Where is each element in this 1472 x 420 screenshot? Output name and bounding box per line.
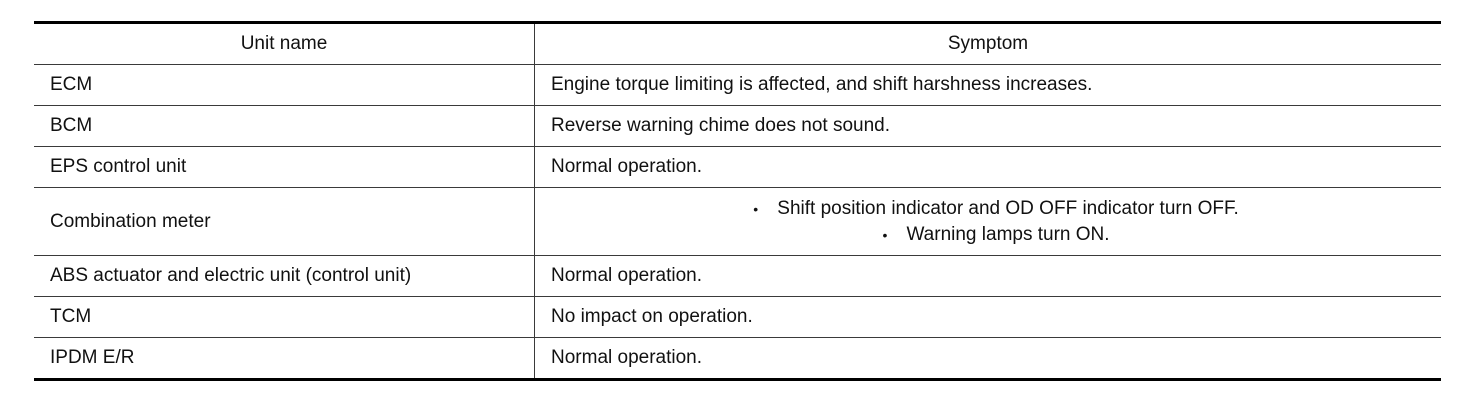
unit-name-cell: ABS actuator and electric unit (control unit) bbox=[34, 256, 535, 296]
symptom-cell: Normal operation. bbox=[551, 347, 703, 368]
bullet-dot-icon: • bbox=[882, 226, 888, 243]
symptom-cell: Normal operation. bbox=[551, 156, 703, 177]
symptom-table bbox=[34, 21, 1441, 381]
bullet-item bbox=[882, 222, 1109, 248]
unit-name-cell: Combination meter bbox=[34, 188, 535, 255]
unit-name-cell: ECM bbox=[34, 65, 535, 105]
bullet-dot-icon: • bbox=[753, 200, 759, 217]
symptom-cell: Reverse warning chime does not sound. bbox=[551, 115, 891, 136]
table-row bbox=[34, 255, 1441, 296]
header-symptom: Symptom bbox=[947, 33, 1029, 54]
bullet-item bbox=[753, 196, 1238, 222]
symptom-cell: Engine torque limiting is affected, and shift harshness increases. bbox=[551, 74, 1093, 95]
symptom-cell: Normal operation. bbox=[551, 265, 703, 286]
table-row bbox=[34, 64, 1441, 105]
unit-name-cell: TCM bbox=[34, 297, 535, 337]
table-row bbox=[34, 105, 1441, 146]
bullet-text: Shift position indicator and OD OFF indicator turn OFF. bbox=[777, 197, 1239, 219]
table-header-row bbox=[34, 24, 1441, 64]
unit-name-cell: IPDM E/R bbox=[34, 338, 535, 378]
unit-name-cell: EPS control unit bbox=[34, 147, 535, 187]
table-row bbox=[34, 296, 1441, 337]
symptom-cell: No impact on operation. bbox=[551, 306, 753, 327]
unit-name-cell: BCM bbox=[34, 106, 535, 146]
table-row bbox=[34, 337, 1441, 378]
header-unit-name: Unit name bbox=[34, 24, 535, 64]
symptom-cell bbox=[535, 188, 1441, 255]
bullet-text: Warning lamps turn ON. bbox=[906, 223, 1110, 245]
table-row bbox=[34, 146, 1441, 187]
table-row bbox=[34, 187, 1441, 255]
